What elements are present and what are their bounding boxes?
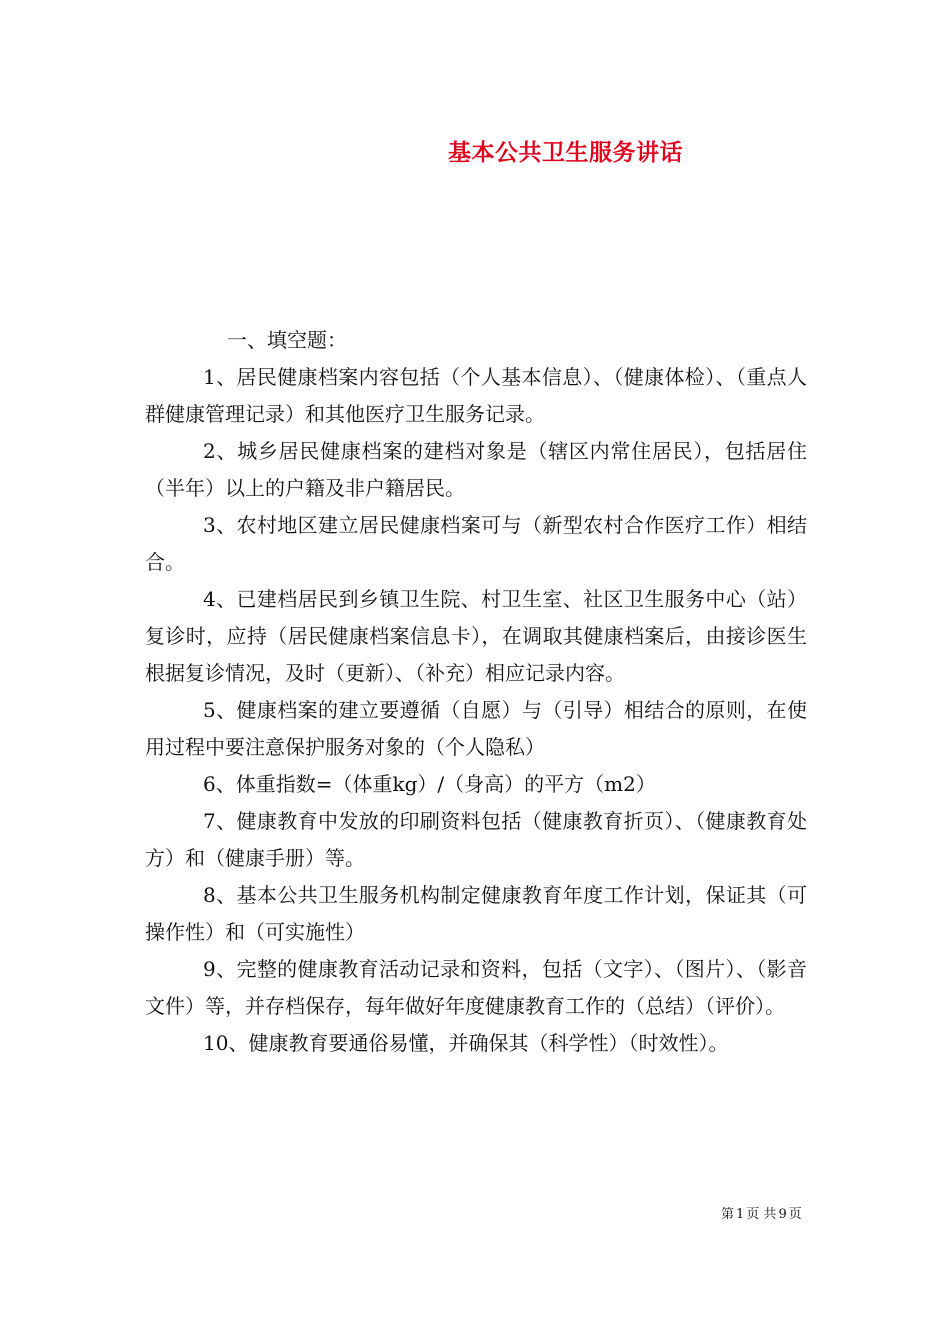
footer-middle: 页 共 (746, 1207, 777, 1222)
list-item-3: 3、农村地区建立居民健康档案可与（新型农村合作医疗工作）相结合。 (145, 513, 807, 574)
section-heading: 一、填空题： (227, 328, 347, 352)
list-item-4: 4、已建档居民到乡镇卫生院、村卫生室、社区卫生服务中心（站）复诊时，应持（居民健康档案信息卡），在调取其健康档案后，由接诊医生根据复诊情况，及时（更新）、（补充）相应记录内容。 (145, 587, 807, 685)
list-item-9: 9、完整的健康教育活动记录和资料，包括（文字）、（图片）、（影音文件）等，并存档保存，每年做好年度健康教育工作的（总结）（评价）。 (145, 957, 807, 1018)
footer-page-number: 1 (736, 1207, 745, 1222)
document-body (145, 322, 807, 1062)
list-item-8: 8、基本公共卫生服务机构制定健康教育年度工作计划，保证其（可操作性）和（可实施性） (145, 883, 807, 944)
list-item-10: 10、健康教育要通俗易懂，并确保其（科学性）（时效性）。 (203, 1031, 729, 1055)
footer-suffix: 页 (788, 1207, 802, 1222)
list-item-1: 1、居民健康档案内容包括（个人基本信息）、（健康体检）、（重点人群健康管理记录）和其他医疗卫生服务记录。 (145, 365, 807, 426)
footer-total-pages: 9 (778, 1207, 787, 1222)
document-title: 基本公共卫生服务讲话 (448, 139, 683, 166)
list-item-2: 2、城乡居民健康档案的建档对象是（辖区内常住居民），包括居住（半年）以上的户籍及非户籍居民。 (145, 439, 807, 500)
page-footer (720, 1203, 803, 1222)
list-item-6: 6、体重指数=（体重kg）/（身高）的平方（m2） (203, 772, 656, 796)
list-item-5: 5、健康档案的建立要遵循（自愿）与（引导）相结合的原则，在使用过程中要注意保护服务对象的（个人隐私） (145, 698, 807, 759)
footer-prefix: 第 (721, 1207, 735, 1222)
list-item-7: 7、健康教育中发放的印刷资料包括（健康教育折页）、（健康教育处方）和（健康手册）等。 (145, 809, 807, 870)
